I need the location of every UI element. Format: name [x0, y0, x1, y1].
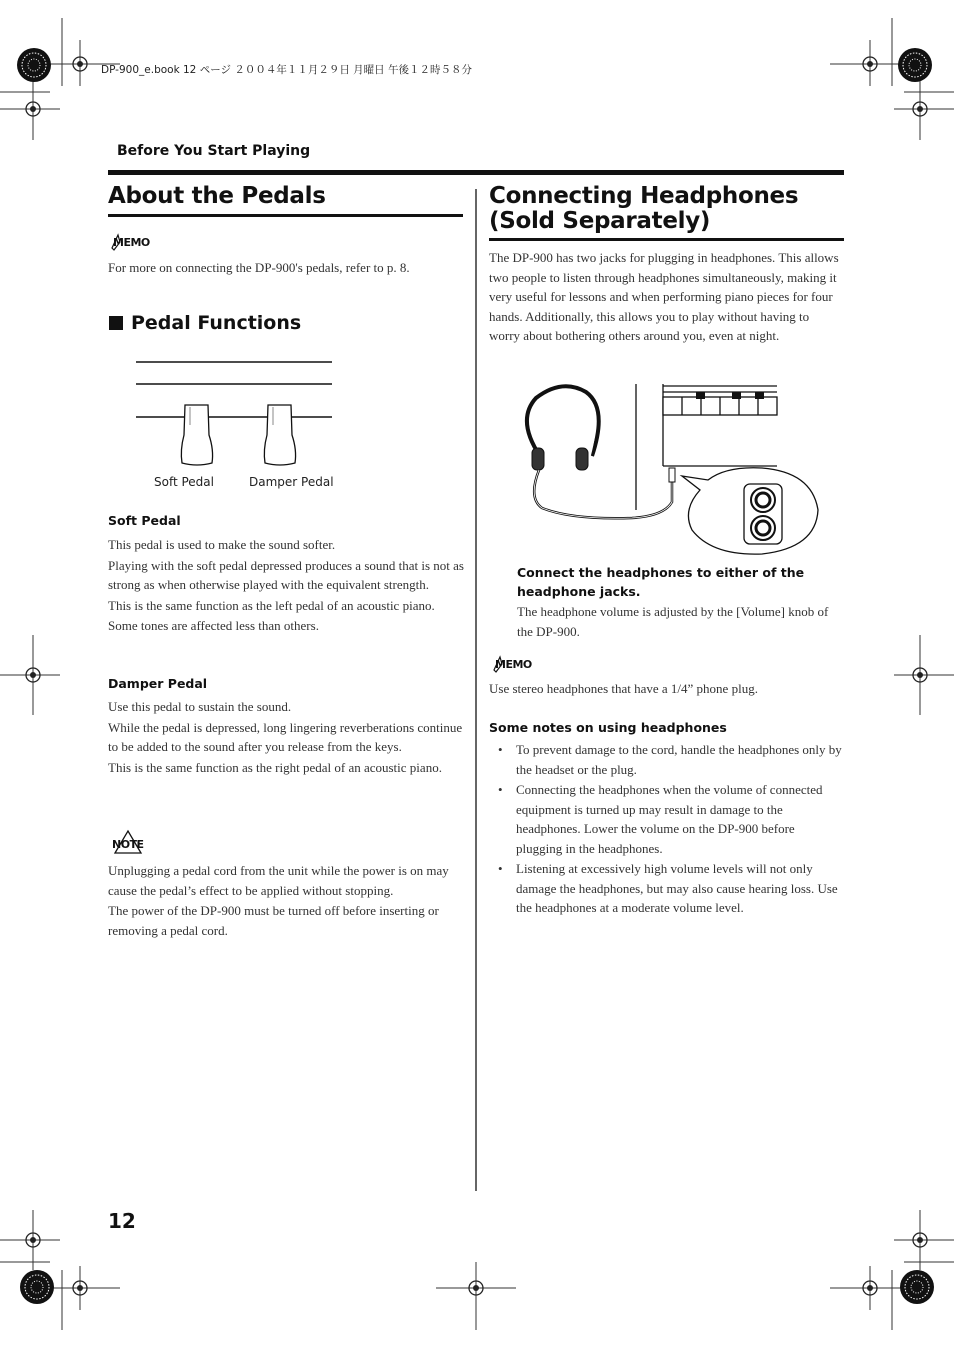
- step-heading: Connect the headphones to either of the headphone jacks.: [517, 565, 805, 599]
- paragraph: Playing with the soft pedal depressed produces a sound that is not as strong as when otherwise played with the equivalent strength.: [108, 557, 464, 592]
- memo-text: Use stereo headphones that have a 1/4” phone plug.: [489, 681, 758, 696]
- page-number: 12: [108, 1209, 136, 1233]
- damper-pedal-text: [108, 697, 466, 777]
- square-bullet-icon: [109, 316, 123, 330]
- paragraph: The power of the DP-900 must be turned off before inserting or removing a pedal cord.: [108, 903, 439, 938]
- print-header: DP-900_e.book 12 ページ ２００４年１１月２９日 月曜日 午後１２時５８分: [101, 64, 472, 76]
- memo-icon: MEMO: [113, 236, 150, 249]
- list-item: • Connecting the headphones when the volume of connected equipment is turned up may result in damage to the headphones. Lower the volume on the DP-900 before plugging in the headphones.: [489, 780, 844, 858]
- subsection-title: Pedal Functions: [131, 312, 302, 334]
- soft-pedal-label: Soft Pedal: [154, 475, 214, 489]
- paragraph: Unplugging a pedal cord from the unit while the power is on may cause the pedal’s effect to be applied without stopping.: [108, 863, 449, 898]
- memo-text: For more on connecting the DP-900's pedals, refer to p. 8.: [108, 260, 410, 275]
- note-text: [108, 861, 466, 940]
- column-divider: [475, 189, 477, 1191]
- title-rule: [489, 238, 844, 241]
- headphone-notes-list: [489, 740, 844, 919]
- soft-pedal-text: [108, 535, 466, 636]
- title-rule: [108, 214, 463, 217]
- section-header: Before You Start Playing: [117, 143, 311, 159]
- soft-pedal-heading: Soft Pedal: [108, 513, 181, 528]
- list-item: • Listening at excessively high volume levels will not only damage the headphones, but may also cause hearing loss. Use the headphones at a moderate volume level.: [489, 859, 844, 918]
- paragraph: Use this pedal to sustain the sound.: [108, 699, 292, 714]
- paragraph: This pedal is used to make the sound softer.: [108, 537, 336, 552]
- title-line: (Sold Separately): [489, 208, 711, 234]
- header-rule: [108, 170, 844, 175]
- headphones-intro: The DP-900 has two jacks for plugging in headphones. This allows two people to listen through headphones simultaneously, making it very useful for lessons and when performing piano pieces for four hands. Additionally, this allows you to play without having to worry about bothering others around you, even at night.: [489, 250, 839, 343]
- note-icon: NOTE: [111, 829, 151, 857]
- paragraph: Some tones are affected less than others.: [108, 618, 319, 633]
- memo-icon: MEMO: [495, 658, 532, 671]
- paragraph: This is the same function as the right pedal of an acoustic piano.: [108, 759, 442, 775]
- damper-pedal-label: Damper Pedal: [249, 475, 334, 489]
- paragraph: While the pedal is depressed, long lingering reverberations continue to be added to the sound after you release from the keys.: [108, 719, 463, 754]
- headphones-illustration: [512, 380, 824, 560]
- notes-heading: Some notes on using headphones: [489, 720, 727, 735]
- page-title-headphones: [489, 184, 798, 234]
- paragraph: This is the same function as the left pedal of an acoustic piano.: [108, 597, 435, 613]
- damper-pedal-heading: Damper Pedal: [108, 676, 208, 691]
- title-line: Connecting Headphones: [489, 183, 799, 209]
- pedals-illustration: [130, 355, 340, 475]
- page-title-about-pedals: About the Pedals: [108, 183, 326, 209]
- list-item: • To prevent damage to the cord, handle the headphones only by the headset or the plug.: [489, 740, 844, 779]
- step-text: The headphone volume is adjusted by the [Volume] knob of the DP-900.: [517, 604, 829, 639]
